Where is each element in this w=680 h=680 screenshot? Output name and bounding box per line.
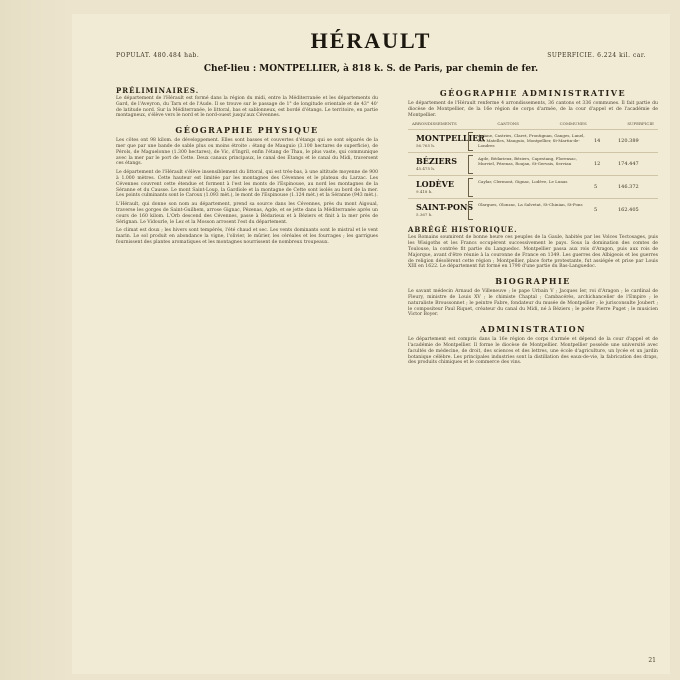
geo-paragraph: Les côtes ont 98 kilom. de développement. Elles sont basses et couvertes d'étangs qui se sont séparés de la mer que par une bande de sable plus ou moins étroite : étang de Mauguio (3.100 hectares de superficie), de Pérols, de Maguelonne (1.300 hectares), de Vic, d'Ingril, enfin l'étang de Thau, le plus vaste, qui communique avec la mer par le port de Cette. Deux canaux principaux, le canal des Étangs et le canal du Midi, traversent ces étangs.: [116, 138, 378, 167]
cantons-list: Agde, Bédarieux, Béziers, Capestang, Florensac, Murviel, Pézenas, Roujan, St-Gervais, Servian: [478, 156, 578, 167]
arrondissement-name: MONTPELLIER: [416, 133, 485, 144]
bracket: [468, 201, 473, 220]
biographie-text: Le savant médecin Arnaud de Villeneuve ; le pape Urbain V ; Jacques Ier, roi d'Aragon ; le cardinal de Fleury, ministre de Louis XV ; le chimiste Chaptal ; Cambacérès, archichancelier de l'Empire ; le naturaliste Broussonnet ; le peintre Fabre, fondateur du musée de Montpellier ; le jurisconsulte Joubert ; le compositeur Paul Riquet, créateur du canal du Midi, né à Béziers ; le poète Pierre Puget ; le musicien Victor Boyer.: [408, 289, 658, 318]
communes-count: 5: [594, 184, 598, 191]
arrondissement-pop: 5.367 h.: [416, 212, 433, 218]
arrondissement-table-header: [408, 121, 658, 126]
table-row: [408, 152, 658, 175]
left-column: [116, 82, 378, 249]
cantons-list: Aniane, Castries, Claret, Frontignan, Ganges, Lunel, Les Matelles, Mauguio, Montpellier, St-Martin-de-Londres: [478, 133, 585, 149]
page-margin: [0, 0, 72, 680]
chef-lieu: Chef-lieu : MONTPELLIER, à 818 k. S. de Paris, par chemin de fer.: [203, 64, 539, 74]
table-header-cell: SUPERFICIE: [627, 121, 654, 127]
geo-admin-text: Le département de l'Hérault renferme 4 arrondissements, 36 cantons et 336 communes. Il fait partie du diocèse de Montpellier, de la 16e région de corps d'armée, de la cour d'appel et de l'académie de Montpellier.: [408, 101, 658, 118]
right-column: [408, 82, 658, 369]
communes-count: 5: [594, 207, 598, 214]
page-title: HÉRAULT: [310, 28, 432, 53]
table-row: [408, 198, 658, 221]
table-header-cell: COMMUNES: [559, 121, 587, 127]
table-header-cell: CANTONS: [497, 121, 519, 127]
geo-paragraph: Le climat est doux ; les hivers sont tempérés, l'été chaud et sec. Les vents dominants sont le mistral et le vent marin. Le sol produit en abondance la vigne, l'olivier, le mûrier, les céréales et les fourrages ; les garrigues fournissent des plantes aromatiques et les montagnes nourrissent de nombreux troupeaux.: [116, 228, 378, 245]
arrondissement-pop: 9.418 h.: [416, 189, 433, 195]
cantons-list: Olargues, Olonzac, La Salvetat, St-Chinian, St-Pons: [478, 202, 583, 208]
histo-text: Les Romains soumirent de bonne heure ces peuples de la Gaule, habités par les Volces Tectosages, puis les Wisigoths et les Francs occupèrent successivement le pays. Sous la domination des comtes de Toulouse, la contrée fit partie du Languedoc. Montpellier passa aux rois d'Aragon, puis aux rois de Majorque, avant d'être réunie à la couronne de France en 1349. Les guerres des Albigeois et les guerres de religion désolèrent cette région ; Montpellier, place forte protestante, fut assiégée et prise par Louis XIII en 1622. Le département fut formé en 1790 d'une partie du Bas-Languedoc.: [408, 235, 658, 270]
preliminaires-heading: PRÉLIMINAIRES.: [116, 86, 200, 95]
geo-physique-heading: GÉOGRAPHIE PHYSIQUE: [175, 125, 319, 136]
histo-heading: ABRÉGÉ HISTORIQUE.: [408, 225, 518, 235]
population: POPULAT. 480.484 hab.: [116, 52, 200, 59]
arrondissement-name: LODÈVE: [416, 179, 454, 190]
arrondissement-table: [408, 129, 658, 221]
arrondissement-name: SAINT-PONS: [416, 202, 474, 213]
geo-admin-heading: GÉOGRAPHIE ADMINISTRATIVE: [439, 88, 627, 98]
geo-paragraph: Le département de l'Hérault s'élève insensiblement du littoral, qui est très-bas, à une altitude moyenne de 900 à 1.000 mètres. Cette hauteur est limitée par les montagnes des Cévennes et le plateau du Larzac. Les Cévennes couvrent cette étendue et forment à l'est les monts de l'Espinouse, au nord les montagnes de la Séranne et du Causse. Le mont Saint-Loup, la Gardiole et la montagne de Cette sont isolés au bord de la mer. Les points culminants sont le Caroux (1.093 mèt.), le mont de l'Espinouse (1.124 mèt.) et la Séranne (943 mèt.).: [116, 170, 378, 199]
arrondissement-name: BÉZIERS: [416, 156, 457, 167]
area-value: 162.405: [618, 207, 639, 214]
area-value: 120.389: [618, 138, 639, 145]
cantons-list: Caylar, Clermont, Gignac, Lodève, Le Lunas: [478, 179, 568, 185]
table-row: [408, 129, 658, 152]
table-header-cell: ARRONDISSEMENTS: [412, 121, 457, 127]
table-row: [408, 175, 658, 198]
bracket: [468, 132, 473, 151]
geo-paragraph: L'Hérault, qui donne son nom au département, prend sa source dans les Cévennes, près du mont Aigoual, traverse les gorges de Saint-Guilhem, arrose Gignac, Pézenas, Agde, et se jette dans la Méditerranée après un cours de 160 kilom. L'Orb descend des Cévennes, passe à Bédarieux et à Béziers et finit à la mer près de Sérignan. Le Vidourle, le Lez et la Mosson arrosent l'est du département.: [116, 202, 378, 225]
bracket: [468, 155, 473, 174]
communes-count: 12: [594, 161, 601, 168]
bracket: [468, 178, 473, 197]
preliminaires-text: Le département de l'Hérault est formé dans la région du midi, entre la Méditerranée et les départements du Gard, de l'Aveyron, du Tarn et de l'Aude. Il se trouve sur le passage de 1° de longitude orientale et de 43° 40' de latitude nord. Sur la Méditerranée, le littoral, bas et sablonneux, est bordé d'étangs. Le territoire, en partie montagneux, s'élève vers le nord et le nord-ouest jusqu'aux Cévennes.: [116, 96, 378, 119]
superficie: SUPERFICIE. 6.224 kil. car.: [547, 52, 646, 59]
arrondissement-pop: 45.475 h.: [416, 166, 436, 172]
communes-count: 14: [594, 138, 601, 145]
area-value: 174.447: [618, 161, 639, 168]
administration-heading: ADMINISTRATION: [480, 324, 586, 335]
biographie-heading: BIOGRAPHIE: [495, 276, 571, 287]
administration-text: Le département est compris dans la 16e région de corps d'armée et dépend de la cour d'appel et de l'académie de Montpellier. Il forme le diocèse de Montpellier. Montpellier possède une université avec facultés de médecine, de droit, des sciences et des lettres, une école d'agriculture, un lycée et un jardin botanique célèbre. Les principales industries sont la distillation des eaux-de-vie, la fabrication des draps, des produits chimiques et le commerce des vins.: [408, 337, 658, 366]
area-value: 146.372: [618, 184, 639, 191]
document-page: [72, 14, 670, 674]
arrondissement-pop: 56.765 h.: [416, 143, 436, 149]
page-number: 21: [648, 657, 656, 664]
